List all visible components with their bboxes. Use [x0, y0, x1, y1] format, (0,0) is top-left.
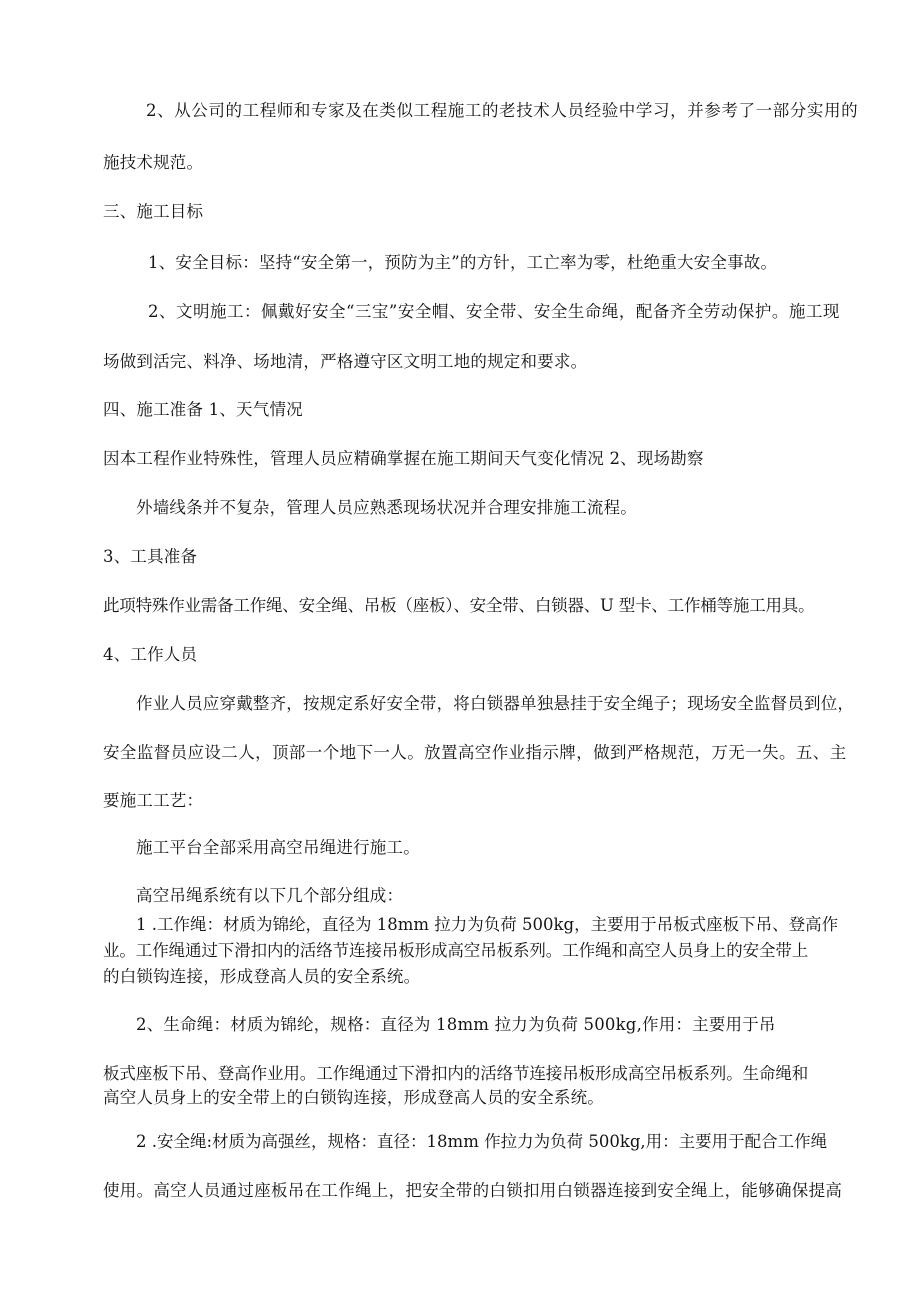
text-line: 外墙线条并不复杂，管理人员应熟悉现场状况并合理安排施工流程。	[136, 498, 637, 517]
text-line: 板式座板下吊、登高作业用。工作绳通过下滑扣内的活络节连接吊板形成高空吊板系列。生命绳和	[103, 1064, 809, 1083]
text-line: 此项特殊作业需备工作绳、安全绳、吊板（座板）、安全带、白锁器、U 型卡、工作桶等施工用具。	[103, 596, 815, 615]
text-line: 的白锁钩连接，形成登高人员的安全系统。	[103, 967, 421, 986]
text-line: 安全监督员应设二人，顶部一个地下一人。放置高空作业指示牌，做到严格规范，万无一失。五、主	[103, 743, 847, 762]
text-line: 2 .安全绳:材质为高强丝，规格：直径：18mm 作拉力为负荷 500kg,用：主要用于配合工作绳	[136, 1132, 828, 1151]
section-heading: 四、施工准备 1、天气情况	[103, 400, 303, 419]
text-line: 业。工作绳通过下滑扣内的活络节连接吊板形成高空吊板系列。工作绳和高空人员身上的安全带上	[103, 941, 809, 960]
text-line: 2、文明施工：佩戴好安全“三宝”安全帽、安全带、安全生命绳，配备齐全劳动保护。施工现	[148, 302, 840, 321]
text-line: 因本工程作业特殊性，管理人员应精确掌握在施工期间天气变化情况 2、现场勘察	[103, 449, 704, 468]
subsection-heading: 4、工作人员	[103, 645, 198, 664]
text-line: 1 .工作绳：材质为锦纶，直径为 18mm 拉力为负荷 500kg，主要用于吊板式座板下吊、登高作	[136, 915, 839, 934]
text-line: 施技术规范。	[103, 153, 204, 172]
section-heading: 三、施工目标	[103, 202, 204, 221]
text-line: 1、安全目标：坚持“安全第一，预防为主”的方针，工亡率为零，杜绝重大安全事故。	[148, 253, 778, 272]
text-line: 要施工工艺：	[103, 791, 204, 810]
text-line: 使用。高空人员通过座板吊在工作绳上，把安全带的白锁扣用白锁器连接到安全绳上，能够确保提高	[103, 1181, 843, 1200]
text-line: 场做到活完、料净、场地清，严格遵守区文明工地的规定和要求。	[103, 352, 588, 371]
text-line: 高空吊绳系统有以下几个部分组成：	[136, 886, 404, 905]
text-line: 2、生命绳：材质为锦纶，规格：直径为 18mm 拉力为负荷 500kg,作用：主要用于吊	[136, 1015, 776, 1034]
text-line: 高空人员身上的安全带上的白锁钩连接，形成登高人员的安全系统。	[103, 1088, 604, 1107]
text-line: 2、从公司的工程师和专家及在类似工程施工的老技术人员经验中学习，并参考了一部分实用的	[146, 101, 859, 120]
subsection-heading: 3、工具准备	[103, 547, 198, 566]
text-line: 施工平台全部采用高空吊绳进行施工。	[136, 838, 420, 857]
text-line: 作业人员应穿戴整齐，按规定系好安全带，将白锁器单独悬挂于安全绳子；现场安全监督员到位，	[136, 694, 855, 713]
